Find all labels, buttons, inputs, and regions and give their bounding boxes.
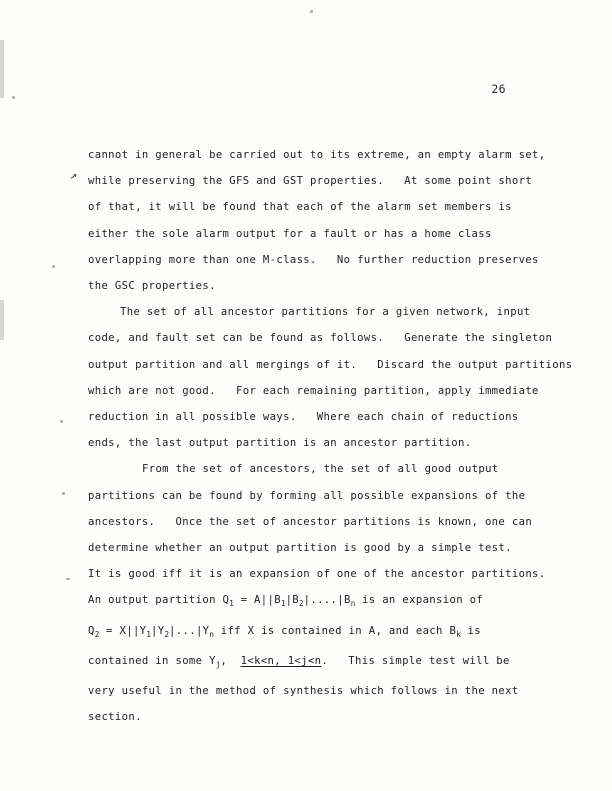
formula-segment: iff X is contained in A, and each B [214,624,457,637]
scan-speck [66,578,70,580]
formula-subscript: j [215,659,221,669]
body-text-block [88,142,573,730]
text-line: either the sole alarm output for a fault or has a home class [88,227,492,240]
formula-segment: , [220,654,241,667]
text-line: determine whether an output partition is good by a simple test. [88,542,512,555]
scan-speck [52,265,55,268]
formula-segment: |B [285,594,300,607]
text-line: while preserving the GFS and GST properties. At some point short [88,175,533,188]
formula-segment: = A||B [233,594,281,607]
formula-subscript: 2 [299,599,304,609]
scan-edge-artifact [0,300,4,340]
text-line: ancestors. Once the set of ancestor partitions is known, one can [88,515,533,528]
text-line: of that, it will be found that each of the alarm set members is [88,201,512,214]
formula-segment: is an expansion of [355,594,484,607]
formula-segment: = X||Y [99,624,147,637]
text-line: From the set of ancestors, the set of all good output [142,463,499,476]
formula-condition: 1<k<n, 1<j<n [240,654,322,667]
scan-edge-artifact [0,40,4,98]
scan-speck [62,492,65,495]
formula-segment: An output partition Q [88,594,230,607]
formula-line-2 [88,618,528,648]
text-line: overlapping more than one M-class. No further reduction preserves [88,253,539,266]
text-line: reduction in all possible ways. Where each chain of reductions [88,411,519,424]
text-line: very useful in the method of synthesis which follows in the next [88,685,519,698]
text-line: ends, the last output partition is an ancestor partition. [88,437,472,450]
text-line: It is good iff it is an expansion of one of the ancestor partitions. [88,568,546,581]
text-line: the GSC properties. [88,280,216,293]
margin-annotation-arrow: ↗ [69,167,79,183]
formula-segment: Q [88,624,95,637]
scan-speck [60,420,63,423]
formula-subscript: 1 [146,629,151,639]
formula-segment: |Y [151,624,165,637]
text-line: section. [88,711,142,724]
scan-speck [310,10,313,13]
page-number: 26 [491,82,506,96]
formula-segment: contained in some Y [88,654,216,667]
formula-segment: |...|Y [169,624,210,637]
text-line: code, and fault set can be found as follows. Generate the singleton [88,332,553,345]
text-line: partitions can be found by forming all possible expansions of the [88,489,526,502]
formula-subscript: 2 [164,629,170,639]
formula-subscript: n [350,599,356,609]
formula-subscript: 2 [94,629,100,639]
formula-subscript: n [209,629,214,639]
text-line: output partition and all mergings of it. Discard the output partitions [88,358,573,371]
formula-line-3 [88,648,528,678]
formula-subscript: 1 [229,599,234,609]
scan-speck [12,96,15,99]
formula-segment: . This simple test will be [321,654,510,667]
formula-segment: |....|B [303,594,351,607]
formula-segment: is [460,624,481,637]
text-line: cannot in general be carried out to its extreme, an empty alarm set, [88,149,546,161]
formula-line-1 [88,587,528,617]
text-line: which are not good. For each remaining partition, apply immediate [88,384,539,397]
formula-subscript: k [456,629,461,639]
text-line: The set of all ancestor partitions for a given network, input [120,306,531,319]
formula-subscript: 1 [280,599,286,609]
